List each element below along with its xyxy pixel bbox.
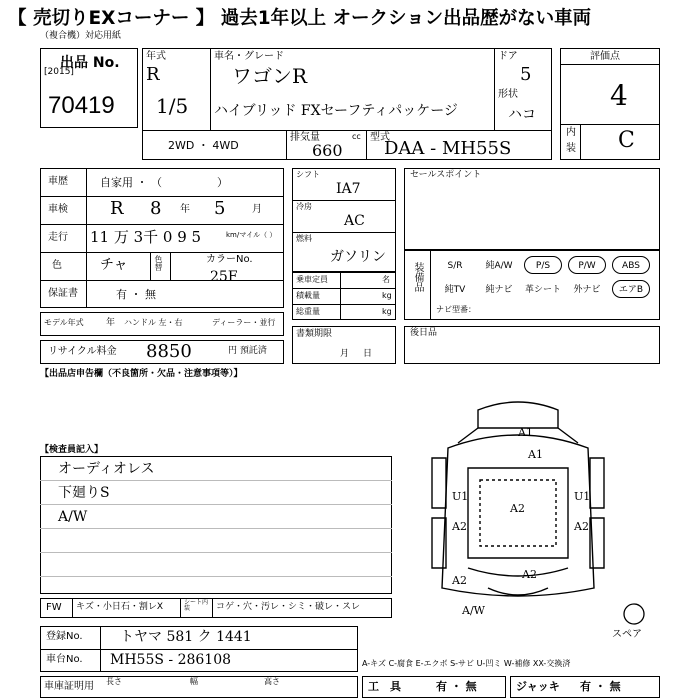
interior-label-1: 内 bbox=[566, 127, 576, 138]
mark-a2-center: A2 bbox=[510, 502, 525, 515]
car-damage-diagram bbox=[418, 388, 618, 618]
seller-note-label: 【出品店申告欄（不良箇所・欠品・注意事項等）】 bbox=[40, 369, 243, 379]
size-length-label: 長さ bbox=[106, 677, 122, 686]
equipment-item: P/S bbox=[524, 256, 562, 274]
after-market-box bbox=[404, 326, 660, 364]
ac-label: 冷房 bbox=[296, 202, 312, 211]
shift-label: シフト bbox=[296, 170, 320, 179]
month: 1/5 bbox=[156, 94, 189, 118]
shareki-label: 車歴 bbox=[48, 176, 68, 187]
equipment-item: 革シート bbox=[524, 280, 562, 298]
spare-label: スペア bbox=[612, 629, 642, 640]
fuel-label: 燃料 bbox=[296, 234, 312, 243]
reg-label: 登録No. bbox=[46, 631, 83, 642]
lot-year-tag: [2015] bbox=[44, 67, 74, 77]
fuel-value: ガソリン bbox=[330, 249, 386, 265]
tools-label: 工 具 bbox=[368, 680, 401, 693]
mileage-unit: km/マイル（ ） bbox=[226, 231, 277, 239]
displacement: 660 bbox=[312, 141, 343, 160]
size-height-label: 高さ bbox=[264, 677, 280, 686]
mark-a2-lower-left: A2 bbox=[452, 574, 467, 587]
shape: ハコ bbox=[508, 107, 536, 123]
nenshiki-label: 年式 bbox=[146, 51, 166, 62]
model-label: 型式 bbox=[370, 132, 390, 143]
fw-label: FW bbox=[46, 602, 62, 613]
sales-point-label: セールスポイント bbox=[410, 170, 482, 180]
interior-grade: C bbox=[618, 128, 635, 153]
shaken-era: R bbox=[110, 198, 124, 219]
color-value: チャ bbox=[100, 257, 128, 273]
recycle-label: リサイクル料金 bbox=[48, 346, 117, 357]
model-year-unit: 年 bbox=[106, 318, 116, 328]
chassis-value: MH55S - 286108 bbox=[110, 652, 232, 668]
weight-label: 総重量 bbox=[296, 307, 320, 316]
car-grade: ハイブリッド FXセーフティパッケージ bbox=[214, 103, 458, 119]
car-name-label: 車名・グレード bbox=[214, 51, 284, 62]
equipment-item: S/R bbox=[436, 256, 474, 274]
mileage-value: 11 万 3千 0 9 5 bbox=[90, 228, 202, 246]
month-unit: 月 bbox=[252, 204, 262, 215]
equipment-item: エアB bbox=[612, 280, 650, 298]
interior-label-2: 装 bbox=[566, 143, 576, 154]
displacement-unit: cc bbox=[352, 132, 361, 141]
repaint-label: 色替 bbox=[154, 255, 163, 271]
seat-items: コゲ・穴・汚レ・シミ・破レ・スレ bbox=[216, 602, 361, 612]
equipment-item: 純A/W bbox=[480, 256, 518, 274]
recycle-value: 8850 bbox=[146, 341, 192, 362]
drive-label: 2WD ・ 4WD bbox=[168, 139, 239, 152]
shareki-value: 自家用 ・ （ ） bbox=[100, 176, 228, 189]
load-label: 積載量 bbox=[296, 291, 320, 300]
displacement-label: 排気量 bbox=[290, 132, 320, 143]
equipment-item: 純TV bbox=[436, 280, 474, 298]
model-year-label: モデル年式 bbox=[44, 318, 84, 327]
size-width-label: 幅 bbox=[190, 677, 198, 686]
mark-a1-mid: A1 bbox=[528, 448, 543, 461]
after-market-label: 後日品 bbox=[410, 328, 438, 338]
recycle-unit: 円 預託済 bbox=[228, 346, 267, 356]
car-name: ワゴンR bbox=[232, 64, 308, 88]
docs-label: 書類期限 bbox=[296, 329, 333, 339]
equipment-item: ABS bbox=[612, 256, 650, 274]
color-no: 25F bbox=[210, 269, 238, 285]
mark-a2-left: A2 bbox=[452, 520, 467, 533]
doors: 5 bbox=[520, 64, 532, 85]
equipment-grid bbox=[436, 256, 656, 302]
color-no-label: カラーNo. bbox=[206, 254, 253, 265]
garage-cert-label: 車庫証明用 bbox=[44, 681, 94, 692]
capacity-unit: 名 bbox=[382, 275, 390, 284]
inspector-line-1: オーディオレス bbox=[58, 461, 155, 477]
inspector-label: 【検査員記入】 bbox=[40, 445, 104, 455]
lot-number: 70419 bbox=[48, 92, 115, 119]
capacity-label: 乗車定員 bbox=[296, 275, 328, 284]
shaken-label: 車検 bbox=[48, 204, 68, 215]
equipment-item: P/W bbox=[568, 256, 606, 274]
mark-a1-top: A1 bbox=[518, 426, 533, 439]
equipment-item: 外ナビ bbox=[568, 280, 606, 298]
equipment-item: 純ナビ bbox=[480, 280, 518, 298]
docs-unit: 月日 bbox=[340, 349, 387, 359]
inspector-line-2: 下廻りS bbox=[58, 485, 110, 501]
inspector-line-3: A/W bbox=[58, 509, 88, 525]
lot-label: 出品 No. bbox=[60, 55, 120, 71]
damage-legend: A-キズ C-腐食 E-エクボ S-サビ U-凹ミ W-補修 XX-交換済 bbox=[362, 659, 571, 668]
warranty-label: 保証書 bbox=[48, 288, 78, 299]
rating-score: 4 bbox=[610, 79, 628, 112]
warranty-value: 有 ・ 無 bbox=[116, 288, 156, 301]
navi-label: ナビ型番： bbox=[436, 305, 476, 314]
shaken-month: 5 bbox=[214, 198, 226, 219]
mark-a2-lower: A2 bbox=[522, 568, 537, 581]
mark-aw: A/W bbox=[462, 604, 485, 617]
mileage-label: 走行 bbox=[48, 232, 68, 243]
chassis-label: 車台No. bbox=[46, 654, 83, 665]
dealer-label: ディーラー・並行 bbox=[212, 318, 276, 327]
model: DAA - MH55S bbox=[384, 138, 512, 159]
banner bbox=[0, 0, 700, 32]
era: R bbox=[146, 64, 160, 85]
fw-items: キズ・小日石・割レX bbox=[76, 602, 163, 612]
shaken-year: 8 bbox=[150, 198, 162, 219]
tools-value: 有 ・ 無 bbox=[436, 680, 477, 693]
form-note: （複合機）対応用紙 bbox=[40, 31, 122, 41]
year-unit: 年 bbox=[180, 204, 190, 215]
handle-label: ハンドル 左・右 bbox=[124, 318, 183, 327]
color-label: 色 bbox=[52, 260, 62, 271]
mark-a2-right: A2 bbox=[574, 520, 589, 533]
seat-label: シート内装 bbox=[184, 599, 209, 612]
sales-point-box bbox=[404, 168, 660, 250]
shape-label: 形状 bbox=[498, 89, 518, 100]
mark-u1-right: U1 bbox=[574, 490, 591, 503]
doors-label: ドア bbox=[498, 51, 518, 62]
jack-label: ジャッキ bbox=[516, 680, 560, 693]
mark-u1-left: U1 bbox=[452, 490, 469, 503]
reg-value: トヤマ 581 ク 1441 bbox=[120, 629, 252, 645]
load-unit: kg bbox=[382, 291, 392, 300]
ac-value: AC bbox=[344, 213, 365, 229]
jack-value: 有 ・ 無 bbox=[580, 680, 621, 693]
spare-tire-icon bbox=[622, 602, 646, 626]
shift-value: IA7 bbox=[336, 181, 361, 197]
equipment-label: 装備品 bbox=[412, 262, 423, 292]
weight-unit: kg bbox=[382, 307, 392, 316]
rating-label: 評価点 bbox=[590, 51, 620, 62]
banner-text: 【 売切りEXコーナー 】 過去1年以上 オークション出品歴がない車両 bbox=[8, 8, 592, 29]
